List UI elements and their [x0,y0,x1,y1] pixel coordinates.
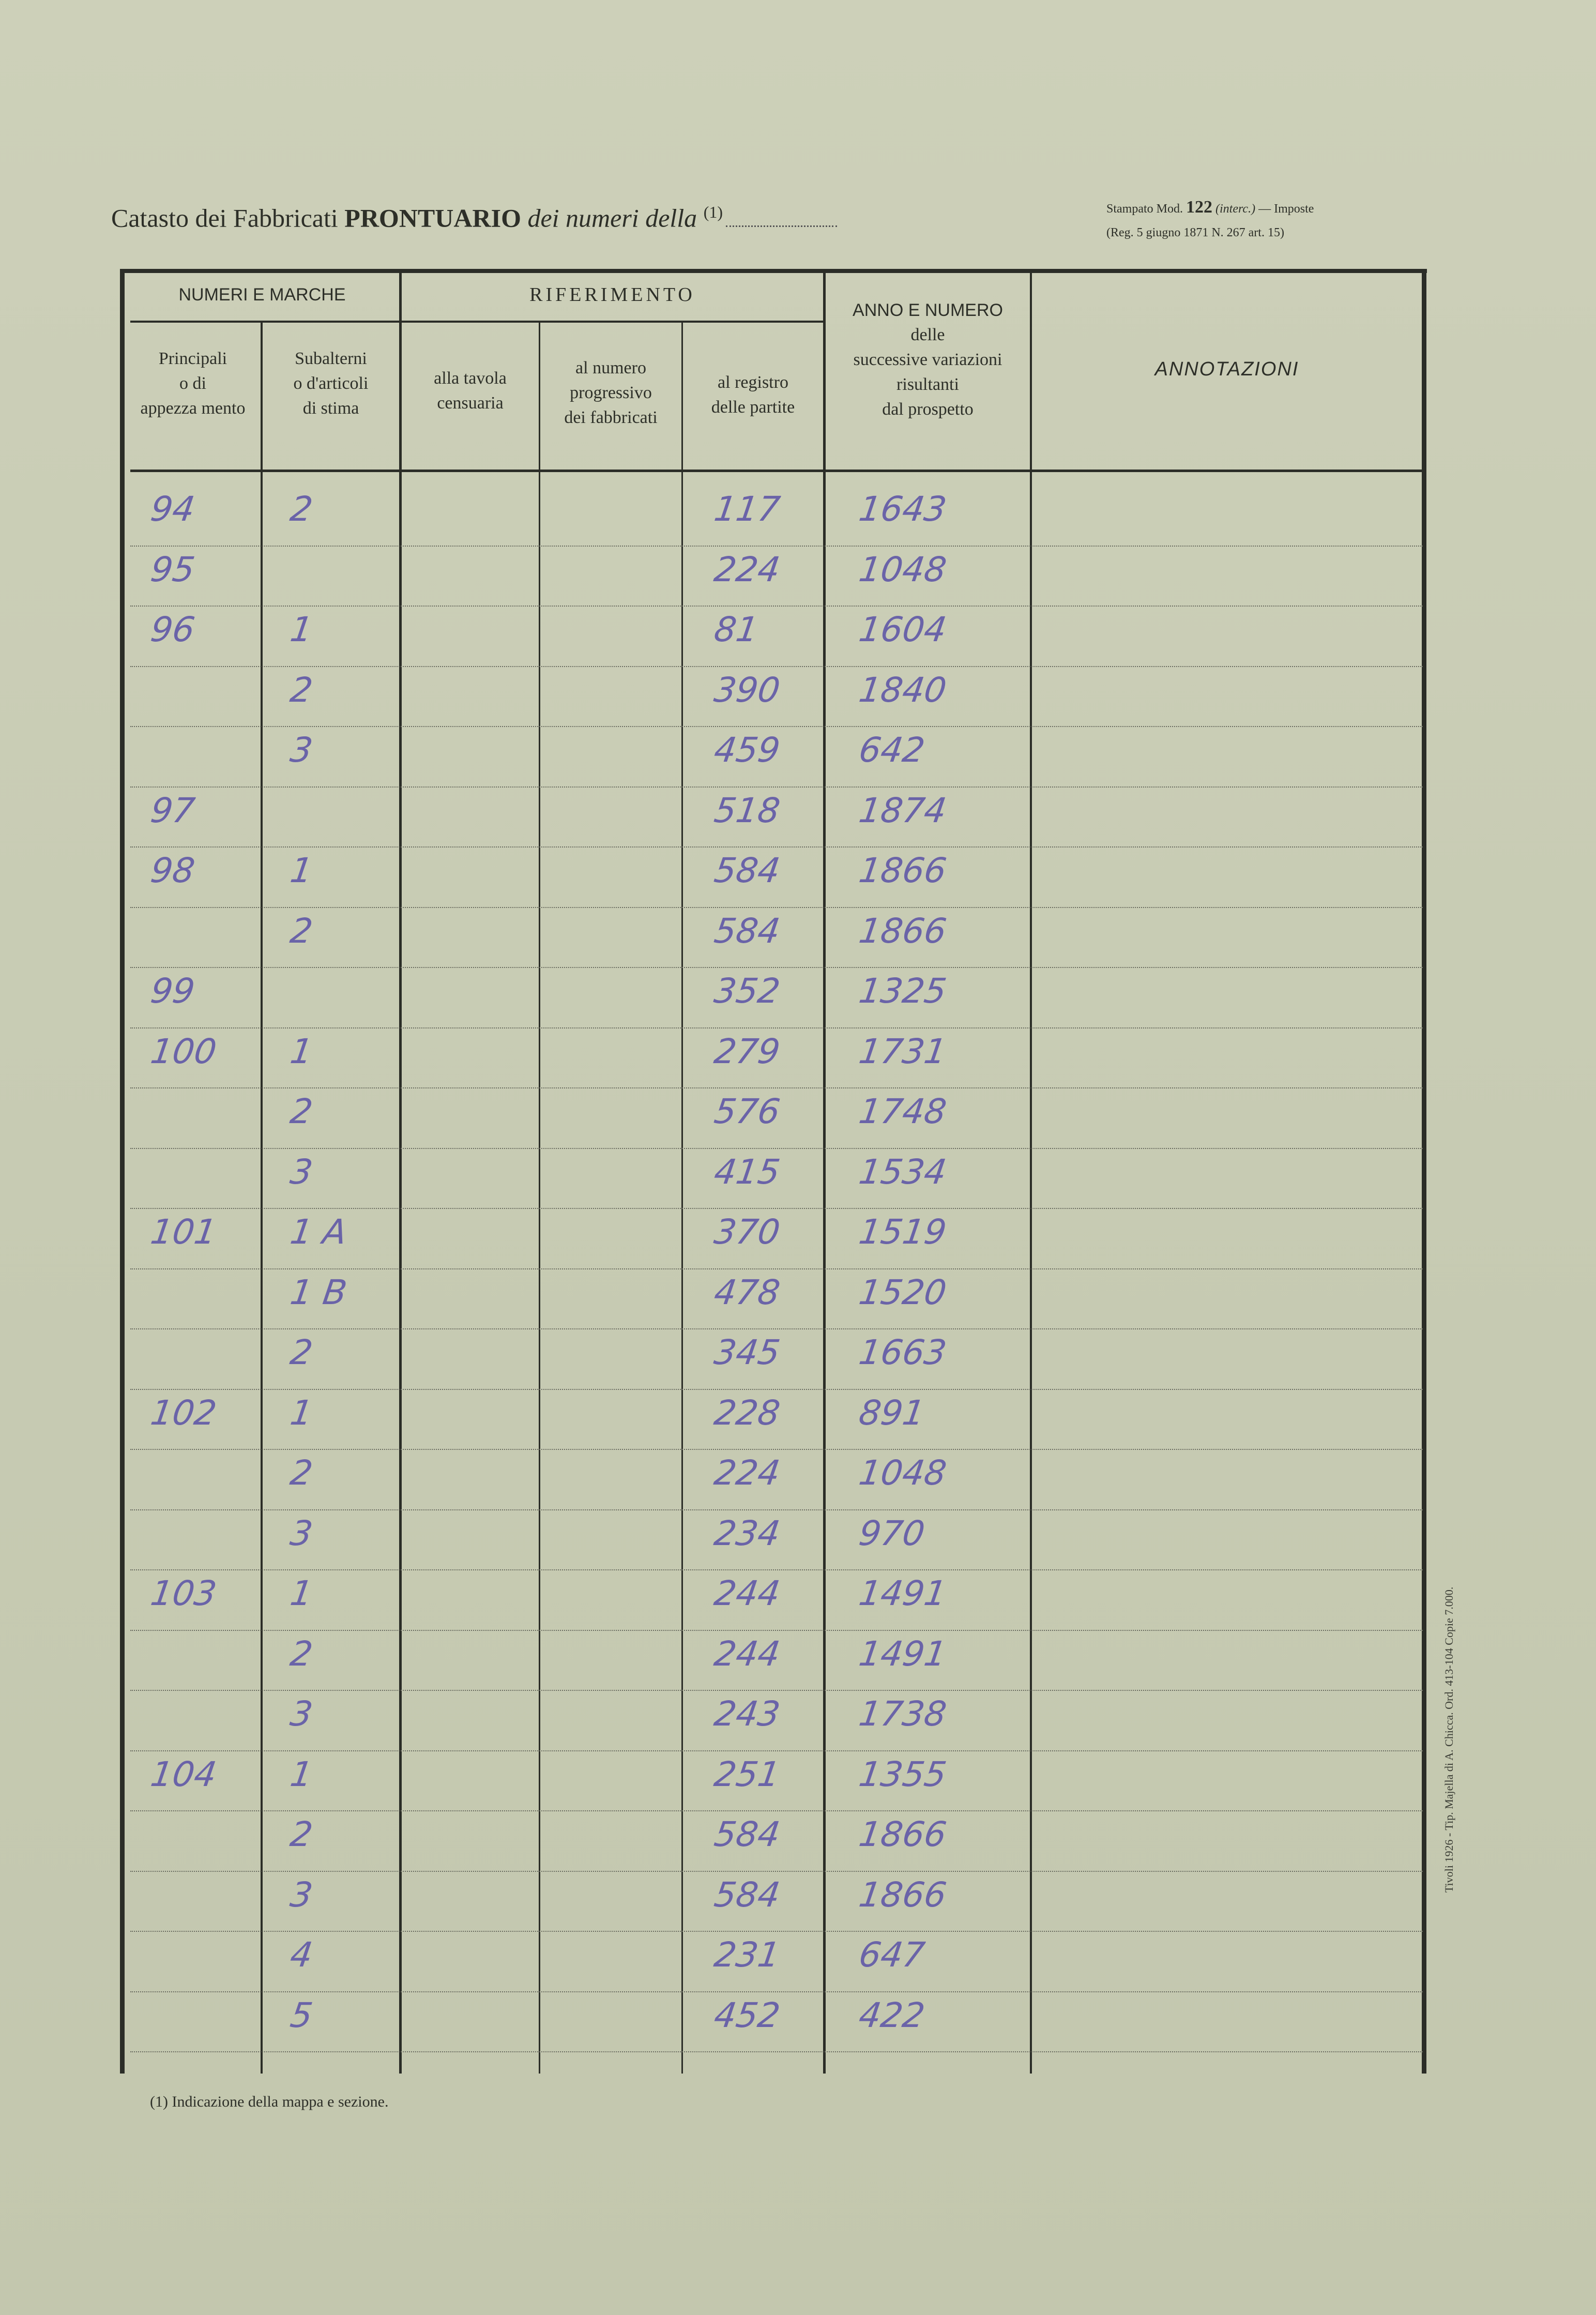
row-rule [130,1931,1423,1932]
cell-registro: 117 [711,489,783,529]
cell-anno: 1604 [856,610,949,649]
cell-anno: 1866 [856,911,949,951]
cell-registro: 370 [711,1212,783,1252]
cell-principale: 103 [148,1573,219,1613]
row-rule [130,1389,1423,1390]
row-rule [130,1087,1423,1088]
cell-subalterno: 1 [287,610,315,649]
row-rule [130,1810,1423,1811]
cell-registro: 584 [711,851,783,890]
cell-subalterno: 2 [287,1092,315,1131]
cell-registro: 279 [711,1031,783,1071]
cell-subalterno: 1 [287,851,315,890]
cell-principale: 100 [148,1031,219,1071]
cell-subalterno: 5 [287,1995,315,2035]
row-rule [130,1148,1423,1149]
register-table [120,269,1427,2084]
row-rule [130,1268,1423,1269]
cell-subalterno: 3 [287,1513,315,1553]
cell-registro: 352 [711,971,783,1011]
header-anno-e-numero: ANNO E NUMERO delle successive variazioni risultanti dal prospetto [853,300,1003,419]
row-rule [130,786,1423,788]
header-riferimento: RIFERIMENTO [529,284,695,306]
row-rule [130,546,1423,547]
cell-anno: 1731 [856,1031,949,1071]
table-top-rule [120,269,1427,273]
cell-registro: 584 [711,911,783,951]
cell-registro: 459 [711,730,783,770]
cell-subalterno: 1 [287,1393,315,1433]
cell-anno: 1866 [856,1814,949,1854]
row-rule [130,1027,1423,1028]
cell-subalterno: 3 [287,1874,315,1915]
header-tavola: alla tavola censuaria [434,369,507,413]
stamp-info [1106,195,1406,245]
cell-subalterno: 3 [287,1694,315,1734]
cell-principale: 98 [148,851,197,890]
row-rule [130,1328,1423,1329]
cell-anno: 1663 [856,1333,949,1372]
cell-anno: 891 [856,1393,928,1433]
cell-subalterno: 1 B [287,1272,349,1312]
stamp-line-1: Stampato Mod. 122 (interc.) — Imposte [1106,198,1314,217]
cell-anno: 1048 [856,1453,949,1493]
row-rule [130,967,1423,968]
cell-registro: 415 [711,1152,783,1192]
footnote: (1) Indicazione della mappa e sezione. [150,2093,389,2110]
header-numeri-e-marche: NUMERI E MARCHE [178,285,346,305]
cell-registro: 224 [711,549,783,589]
cell-registro: 345 [711,1333,783,1372]
cell-subalterno: 1 [287,1573,315,1613]
cell-subalterno: 4 [287,1935,315,1975]
cell-subalterno: 1 A [287,1212,349,1252]
printer-imprint: Tivoli 1926 - Tip. Majella di A. Chicca. Ord. 413-104 Copie 7.000. [1442,1586,1455,1893]
cell-principale: 94 [148,489,197,529]
title-footnote-mark: (1) [703,203,723,221]
cell-registro: 390 [711,670,783,710]
title-dotted-blank [726,225,837,227]
cell-principale: 97 [148,790,197,830]
cell-anno: 1491 [856,1573,949,1613]
cell-anno: 1048 [856,549,949,589]
cell-anno: 1643 [856,489,949,529]
title-prefix: Catasto dei Fabbricati [111,203,338,233]
cell-anno: 1519 [856,1212,949,1252]
row-rule [130,666,1423,667]
cell-anno: 970 [856,1513,928,1553]
cell-principale: 95 [148,549,197,589]
row-rule [130,846,1423,848]
cell-registro: 584 [711,1814,783,1854]
cell-registro: 244 [711,1573,783,1613]
cell-anno: 1491 [856,1633,949,1674]
page-title [111,203,837,233]
cell-subalterno: 2 [287,1453,315,1493]
row-rule [130,1208,1423,1209]
cell-anno: 422 [856,1995,928,2035]
cell-registro: 243 [711,1694,783,1734]
cell-anno: 1866 [856,1874,949,1915]
cell-anno: 1355 [856,1754,949,1794]
header-registro: al registro delle partite [711,373,795,417]
cell-subalterno: 2 [287,489,315,529]
row-rule [130,1750,1423,1751]
title-italic: dei numeri della [527,203,697,233]
row-rule [130,907,1423,908]
cell-registro: 228 [711,1393,783,1433]
cell-principale: 96 [148,610,197,649]
header-numero: al numero progressivo dei fabbricati [564,358,658,427]
cell-registro: 231 [711,1935,783,1975]
cell-subalterno: 3 [287,730,315,770]
cell-registro: 224 [711,1453,783,1493]
row-rule [130,726,1423,727]
title-bold: PRONTUARIO [344,203,521,233]
row-rule [130,1991,1423,1992]
cell-anno: 1520 [856,1272,949,1312]
cell-principale: 104 [148,1754,219,1794]
cell-subalterno: 2 [287,1814,315,1854]
cell-subalterno: 2 [287,670,315,710]
cell-registro: 244 [711,1633,783,1674]
row-rule [130,1690,1423,1691]
cell-subalterno: 2 [287,911,315,951]
cell-principale: 101 [148,1212,219,1252]
row-rule [130,1449,1423,1450]
cell-anno: 1866 [856,851,949,890]
cell-anno: 1325 [856,971,949,1011]
cell-registro: 478 [711,1272,783,1312]
row-rule [130,1509,1423,1510]
cell-registro: 576 [711,1092,783,1131]
row-rule [130,1871,1423,1872]
cell-anno: 647 [856,1935,928,1975]
row-rule [130,606,1423,607]
cell-registro: 518 [711,790,783,830]
stamp-line-2: (Reg. 5 giugno 1871 N. 267 art. 15) [1106,226,1284,239]
cell-anno: 1748 [856,1092,949,1131]
cell-subalterno: 2 [287,1333,315,1372]
cell-principale: 102 [148,1393,219,1433]
table-right-rule [1422,269,1426,2074]
cell-anno: 642 [856,730,928,770]
cell-anno: 1840 [856,670,949,710]
cell-subalterno: 1 [287,1754,315,1794]
row-rule [130,1569,1423,1570]
cell-anno: 1534 [856,1152,949,1192]
row-rule [130,1630,1423,1631]
header-subalterni: Subalterni o d'articoli di stima [293,349,369,418]
cell-registro: 251 [711,1754,783,1794]
row-rule [130,2051,1423,2052]
cell-registro: 584 [711,1874,783,1915]
cell-anno: 1874 [856,790,949,830]
cell-subalterno: 2 [287,1633,315,1674]
header-principali: Principali o di appezza mento [140,349,246,418]
cell-registro: 234 [711,1513,783,1553]
cell-registro: 452 [711,1995,783,2035]
cell-subalterno: 3 [287,1152,315,1192]
cell-subalterno: 1 [287,1031,315,1071]
cell-anno: 1738 [856,1694,949,1734]
table-left-rule [120,269,125,2074]
header-annotazioni: ANNOTAZIONI [1154,358,1299,380]
cell-registro: 81 [711,610,761,649]
cell-principale: 99 [148,971,197,1011]
